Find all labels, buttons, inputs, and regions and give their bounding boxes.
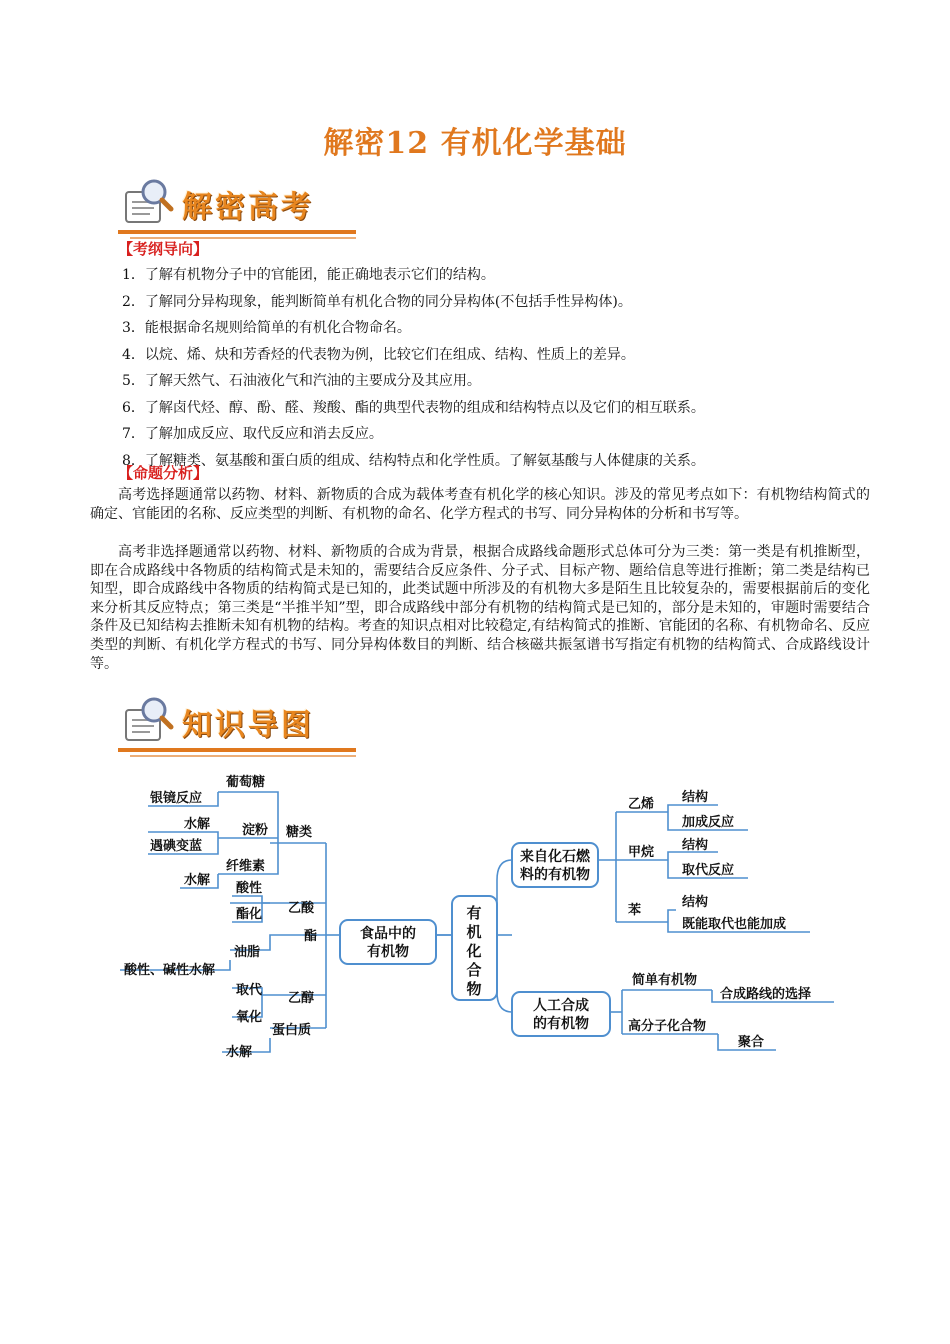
analysis-label: 【命题分析】 — [118, 464, 209, 482]
food-node-line: 食品中的 — [360, 926, 416, 942]
node-silver-mirror: 银镜反应 — [150, 791, 203, 806]
node-benzene-both: 既能取代也能加成 — [682, 917, 787, 932]
node-benzene: 苯 — [628, 903, 642, 918]
outline-list — [122, 262, 882, 474]
node-substitution: 取代 — [236, 983, 263, 998]
banner-underline-shadow — [130, 755, 356, 757]
list-item: 8．了解糖类、氨基酸和蛋白质的组成、结构特点和化学性质。了解氨基酸与人体健康的关系。 — [122, 452, 705, 469]
node-substitution: 取代反应 — [682, 863, 735, 878]
node-cellulose: 纤维素 — [226, 859, 266, 874]
node-acetic-acid: 乙酸 — [288, 901, 315, 916]
node-oil: 油脂 — [234, 945, 261, 960]
node-methane: 甲烷 — [628, 845, 655, 860]
node-addition: 加成反应 — [682, 815, 735, 830]
node-ester: 酯 — [304, 929, 318, 944]
page-title: 解密12 有机化学基础 — [323, 126, 627, 161]
center-char: 合 — [466, 961, 482, 979]
center-char: 机 — [466, 923, 482, 941]
analysis-paragraph-2: 高考非选择题通常以药物、材料、新物质的合成为背景，根据合成路线命题形式总体可分为三类：第一类是有机推断型，即在合成路线中各物质的结构简式是未知的，需要结合反应条件、分子式、目标产物、题给信息等进行推断；第二类是结构已知型，即合成路线中各物质的结构简式是已知的，此类试题中所涉及的有机物大多是陌生且比较复杂的，需要根据前后的变化来分析其反应特点；第三类是“半推半知”型，即合成路线中部分有机物的结构简式是已知的，部分是未知的，审题时需要结合条件及已知结构去推断未知有机物的结构。考查的知识点相对比较稳定,有结构简式的推断、官能团的名称、有机物命名、反应类型的判断、有机化学方程式的书写、同分异构体数目的判断、结合核磁共振氢谱书写指定有机物的结构简式、合成路线设计等。 — [90, 544, 870, 672]
map-banner — [118, 694, 356, 752]
magnifier-notebook-icon — [122, 178, 174, 228]
list-item: 2．了解同分异构现象，能判断简单有机化合物的同分异构体(不包括手性异构体)。 — [122, 293, 632, 310]
node-iodine-blue: 遇碘变蓝 — [150, 839, 203, 854]
node-simple-organic: 简单有机物 — [632, 973, 698, 988]
node-hydrolysis: 水解 — [184, 873, 211, 888]
magnifier-notebook-icon — [122, 696, 174, 746]
node-protein: 蛋白质 — [272, 1023, 312, 1038]
node-glucose: 葡萄糖 — [226, 775, 266, 790]
banner-title: 解密高考 — [182, 190, 314, 225]
node-sugar: 糖类 — [286, 825, 313, 840]
list-item: 4．以烷、烯、炔和芳香烃的代表物为例，比较它们在组成、结构、性质上的差异。 — [122, 346, 635, 363]
list-item: 1．了解有机物分子中的官能团，能正确地表示它们的结构。 — [122, 267, 495, 283]
knowledge-mindmap — [0, 760, 950, 1070]
fossil-node-line: 料的有机物 — [520, 867, 590, 883]
center-char: 物 — [466, 980, 482, 998]
synthetic-node-line: 的有机物 — [533, 1016, 589, 1032]
outline-label: 【考纲导向】 — [118, 240, 209, 258]
node-acidity: 酸性 — [236, 881, 263, 896]
banner-underline — [118, 748, 356, 752]
node-structure: 结构 — [682, 838, 709, 853]
node-polymer: 高分子化合物 — [628, 1019, 707, 1034]
food-node-line: 有机物 — [367, 944, 409, 960]
list-item: 3．能根据命名规则给简单的有机化合物命名。 — [122, 320, 411, 336]
fossil-node-line: 来自化石燃 — [520, 849, 590, 865]
node-structure: 结构 — [682, 895, 709, 910]
node-hydrolysis: 水解 — [184, 817, 211, 832]
exam-banner — [118, 176, 356, 234]
node-ethylene: 乙烯 — [628, 797, 655, 812]
node-oxidation: 氧化 — [236, 1010, 263, 1025]
banner-title: 知识导图 — [182, 708, 314, 743]
node-esterify: 酯化 — [236, 907, 263, 922]
node-starch: 淀粉 — [242, 823, 269, 838]
banner-underline — [118, 230, 356, 234]
analysis-paragraph-1: 高考选择题通常以药物、材料、新物质的合成为载体考查有机化学的核心知识。涉及的常见考点如下：有机物结构简式的确定、官能团的名称、反应类型的判断、有机物的命名、化学方程式的书写、同分异构体的分析和书写等。 — [90, 487, 870, 522]
node-route-choice: 合成路线的选择 — [720, 987, 812, 1002]
node-hydrolysis: 水解 — [226, 1045, 253, 1060]
synthetic-node-line: 人工合成 — [533, 998, 589, 1014]
node-acid-base-hydrolysis: 酸性、碱性水解 — [124, 963, 216, 978]
node-structure: 结构 — [682, 790, 709, 805]
center-char: 有 — [466, 904, 482, 922]
list-item: 6．了解卤代烃、醇、酚、醛、羧酸、酯的典型代表物的组成和结构特点以及它们的相互联系。 — [122, 399, 705, 416]
center-char: 化 — [466, 942, 482, 960]
node-ethanol: 乙醇 — [288, 991, 315, 1006]
node-polymerization: 聚合 — [738, 1035, 765, 1050]
list-item: 5．了解天然气、石油液化气和汽油的主要成分及其应用。 — [122, 373, 481, 389]
list-item: 7．了解加成反应、取代反应和消去反应。 — [122, 426, 383, 442]
